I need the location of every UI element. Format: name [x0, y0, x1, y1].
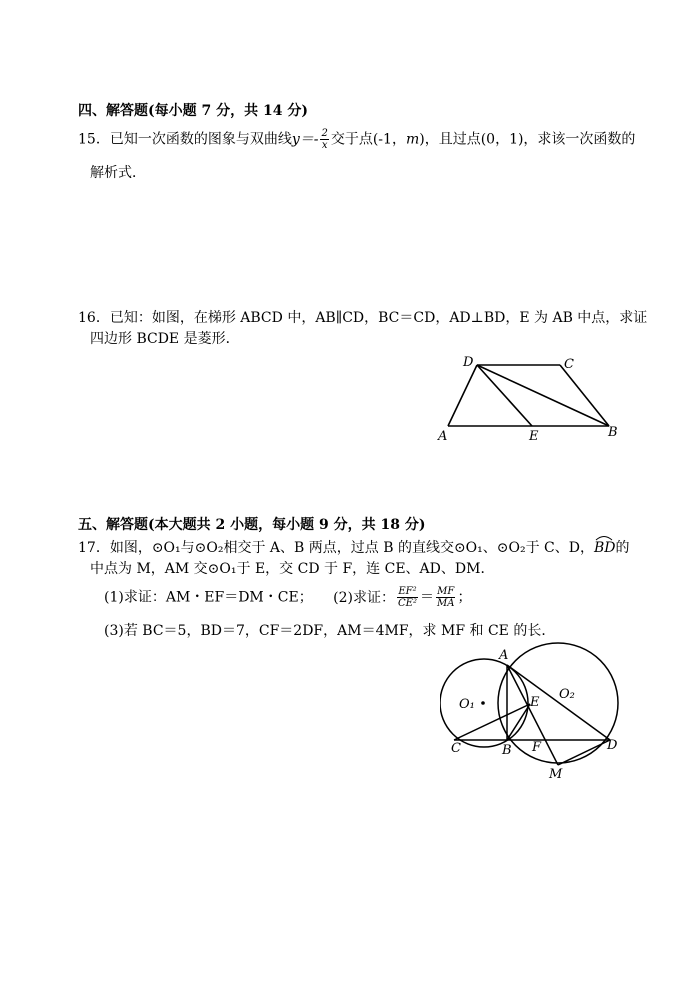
q17-label-O1: O₁ [459, 697, 475, 712]
q15-fraction-denominator: x [321, 140, 328, 151]
q17-part2-label: (2)求证： [333, 589, 395, 606]
q15-fraction [320, 128, 328, 151]
q17-part2-numerator2: MF [437, 586, 455, 597]
q15-text2: 交于点(-1， [330, 131, 406, 148]
q15-text3: )，且过点(0，1)，求该一次函数的 [419, 131, 636, 148]
q16-trapezoid-figure [436, 352, 626, 447]
q17-part1: (1)求证：AM・EF＝DM・CE； [104, 589, 313, 606]
q17-label-B: B [502, 743, 512, 758]
q17-segment-DM [558, 740, 610, 765]
q15-fraction-numerator: 2 [321, 128, 328, 139]
q16-segment-DB [477, 365, 609, 426]
q16-label-A: A [438, 429, 448, 444]
q17-label-F: F [532, 740, 542, 755]
q17-text1: 如图，⊙O₁与⊙O₂相交于 A、B 两点，过点 B 的直线交⊙O₁、⊙O₂于 C、D， [109, 540, 594, 556]
arc-mark-icon [594, 533, 614, 541]
q16-segment-DE [477, 365, 532, 426]
q17-label-D: D [607, 738, 618, 753]
q16-segment-AD [448, 365, 477, 426]
q17-center-O1-dot [481, 701, 485, 705]
q16-line1 [78, 307, 647, 327]
q17-arc-label: BD [593, 540, 616, 556]
q17-arc-bd [594, 540, 616, 556]
q15-equation: y＝- [291, 131, 319, 148]
q16-label-B: B [608, 425, 618, 440]
q16-line2: 四边形 BCDE 是菱形． [90, 331, 240, 347]
q15-number: 15． [78, 131, 110, 148]
q15-line1 [78, 128, 635, 151]
q17-label-A: A [499, 648, 509, 663]
q17-part2-end: ； [457, 589, 472, 606]
q16-label-E: E [529, 429, 539, 444]
q17-label-M: M [549, 767, 563, 782]
q16-number: 16． [78, 310, 110, 326]
q17-label-O2: O₂ [559, 687, 575, 702]
q17-part2-fraction2 [436, 586, 455, 609]
q17-part2-denominator2: MA [436, 598, 455, 609]
q15-line2: 解析式． [90, 165, 146, 181]
q17-circles-figure [440, 640, 625, 788]
q17-label-C: C [451, 741, 461, 756]
q17-line1 [78, 537, 630, 557]
q17-segment-AD [507, 665, 610, 740]
q17-part2-numerator1: EF² [398, 586, 417, 597]
q16-segment-CB [560, 365, 609, 426]
q16-label-C: C [564, 357, 574, 372]
q17-text1-end: 的 [615, 540, 630, 556]
q16-text1: 已知：如图，在梯形 ABCD 中，AB∥CD，BC＝CD，AD⊥BD，E 为 AB 中点，求证 [109, 310, 648, 326]
q15-m: m [405, 131, 420, 148]
q16-label-D: D [463, 355, 474, 370]
section4-title: 四、解答题(每小题 7 分，共 14 分) [78, 103, 308, 119]
q15-text1: 已知一次函数的图象与双曲线 [109, 131, 292, 148]
section5-title: 五、解答题(本大题共 2 小题，每小题 9 分，共 18 分) [78, 517, 426, 533]
q17-line2: 中点为 M，AM 交⊙O₁于 E，交 CD 于 F，连 CE、AD、DM． [90, 561, 495, 577]
q17-part3: (3)若 BC＝5，BD＝7，CF＝2DF，AM＝4MF，求 MF 和 CE 的长． [104, 623, 556, 639]
q17-number: 17． [78, 540, 110, 556]
q17-part2-equals: ＝ [419, 589, 434, 606]
q17-part2-fraction1 [397, 586, 418, 609]
q17-parts-row [104, 586, 471, 609]
q17-part2-denominator1: CE² [398, 598, 417, 609]
q17-label-E: E [530, 695, 540, 710]
